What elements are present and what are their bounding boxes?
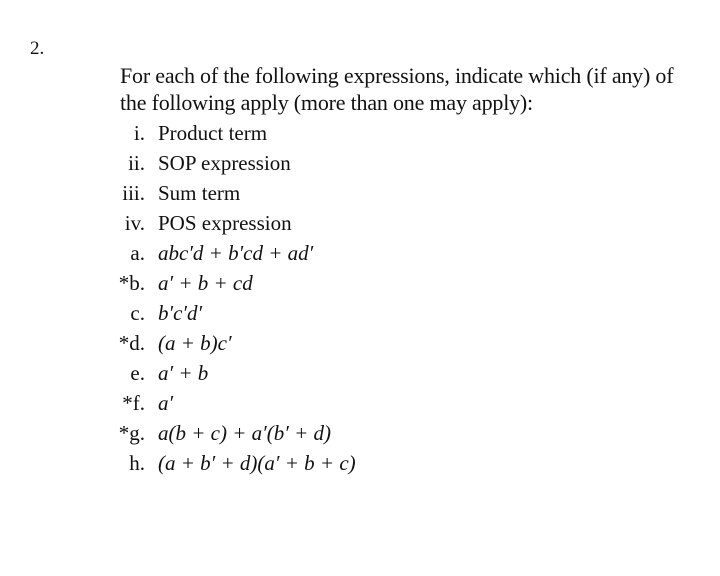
expression-item-g — [0, 418, 720, 448]
category-item-iv — [0, 208, 720, 238]
expression-item-a — [0, 238, 720, 268]
category-item-iii — [0, 178, 720, 208]
expression-text: b′c′d′ — [158, 301, 203, 325]
category-item-ii — [0, 148, 720, 178]
expression-label: *f. — [122, 391, 145, 415]
prompt-line-2: the following apply (more than one may apply): — [120, 90, 533, 115]
expression-item-b — [0, 268, 720, 298]
expression-item-e — [0, 358, 720, 388]
expression-text: abc′d + b′cd + ad′ — [158, 241, 314, 265]
category-label: i. — [133, 121, 145, 145]
expression-text: a′ — [158, 391, 174, 415]
prompt-line-1: For each of the following expressions, indicate which (if any) of — [120, 63, 674, 88]
expression-label: a. — [130, 241, 145, 265]
expression-text: a′ + b + cd — [158, 271, 253, 295]
category-text: POS expression — [158, 211, 292, 235]
expression-label: *g. — [118, 421, 145, 445]
expression-text: a(b + c) + a′(b′ + d) — [158, 421, 331, 445]
category-text: Product term — [158, 121, 268, 145]
question-number: 2. — [30, 38, 45, 59]
expression-text: a′ + b — [158, 361, 209, 385]
expression-label: h. — [129, 451, 145, 475]
category-text: SOP expression — [158, 151, 291, 175]
category-label: iii. — [122, 181, 145, 205]
expression-item-h — [0, 448, 720, 478]
expression-text: (a + b′ + d)(a′ + b + c) — [158, 451, 356, 475]
category-label: ii. — [128, 151, 145, 175]
category-item-i — [0, 118, 720, 148]
expression-text: (a + b)c′ — [158, 331, 232, 355]
category-text: Sum term — [158, 181, 241, 205]
expression-item-c — [0, 298, 720, 328]
expression-label: *b. — [118, 271, 145, 295]
expression-label: e. — [130, 361, 145, 385]
category-label: iv. — [124, 211, 145, 235]
expression-label: c. — [130, 301, 145, 325]
expression-label: *d. — [118, 331, 145, 355]
question-prompt — [120, 62, 700, 116]
expression-item-d — [0, 328, 720, 358]
expression-item-f — [0, 388, 720, 418]
